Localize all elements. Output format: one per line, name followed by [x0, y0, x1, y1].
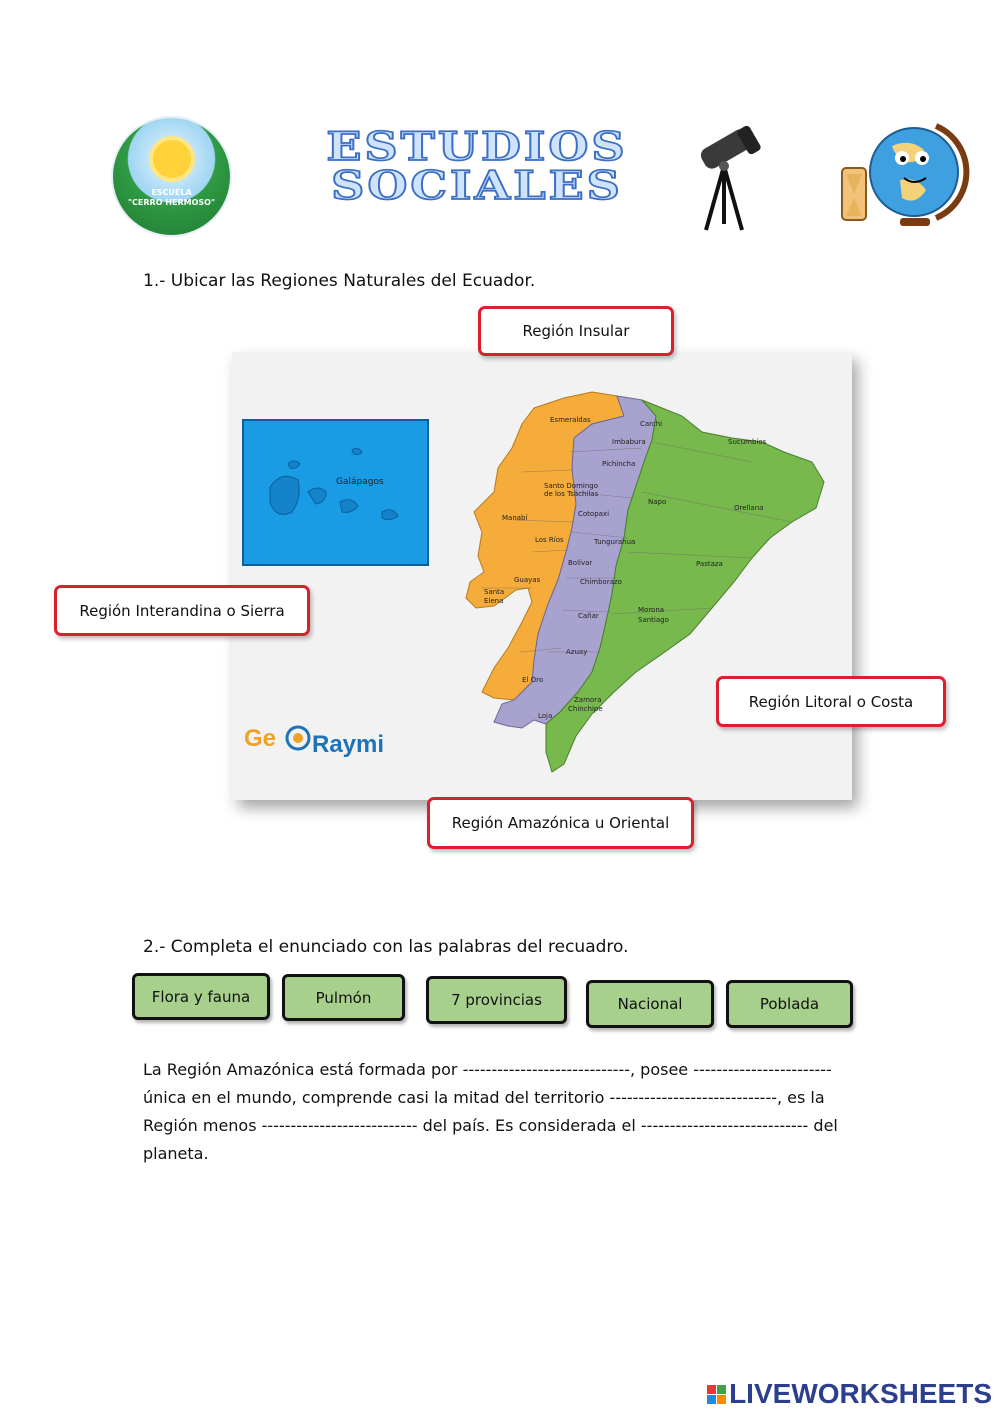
label-santa-elena-1: Santa — [484, 588, 505, 596]
label-esmeraldas: Esmeraldas — [550, 416, 591, 424]
label-pastaza: Pastaza — [696, 560, 723, 568]
telescope-icon — [686, 124, 762, 234]
school-name: ESCUELA "CERRO HERMOSO" — [127, 188, 216, 207]
label-pichincha: Pichincha — [602, 460, 636, 468]
label-region-costa[interactable]: Región Litoral o Costa — [716, 676, 946, 727]
label-manabi: Manabí — [502, 514, 528, 522]
label-guayas: Guayas — [514, 576, 541, 584]
label-bolivar: Bolívar — [568, 559, 593, 567]
georaymi-part1: Ge — [244, 725, 277, 752]
label-santo-domingo-1: Santo Domingo — [544, 482, 599, 490]
label-santa-elena-2: Elena — [484, 597, 504, 605]
word-option-pulmon[interactable]: Pulmón — [282, 974, 405, 1021]
georaymi-logo — [244, 725, 384, 758]
label-el-oro: El Oro — [522, 676, 544, 684]
galapagos-label: Galápagos — [336, 477, 384, 487]
page-title: ESTUDIOS SOCIALES — [326, 123, 628, 209]
georaymi-part2: Raymi — [312, 731, 385, 758]
label-sucumbios: Sucumbíos — [728, 438, 767, 446]
word-option-7-provincias[interactable]: 7 provincias — [426, 976, 567, 1024]
label-orellana: Orellana — [734, 504, 764, 512]
word-option-nacional[interactable]: Nacional — [586, 980, 714, 1028]
label-imbabura: Imbabura — [612, 438, 646, 446]
label-morona-2: Santiago — [638, 616, 669, 624]
word-option-flora-fauna[interactable]: Flora y fauna — [132, 973, 270, 1020]
label-region-sierra[interactable]: Región Interandina o Sierra — [54, 585, 310, 636]
sun-icon — [153, 140, 191, 178]
liveworksheets-brand: LIVEWORKSHEETS — [707, 1378, 992, 1410]
label-azuay: Azuay — [566, 648, 588, 656]
label-morona-1: Morona — [638, 606, 665, 614]
ecuador-map — [232, 352, 852, 800]
label-canar: Cañar — [578, 612, 599, 620]
label-tungurahua: Tungurahua — [594, 538, 636, 546]
school-logo — [113, 118, 230, 235]
question-1: 1.- Ubicar las Regiones Naturales del Ecuador. — [143, 271, 536, 291]
label-cotopaxi: Cotopaxi — [578, 510, 610, 518]
label-chimborazo: Chimborazo — [580, 578, 622, 586]
label-los-rios: Los Ríos — [535, 536, 564, 544]
label-carchi: Carchi — [640, 420, 663, 428]
liveworksheets-logo-icon — [707, 1385, 726, 1404]
label-zamora-2: Chinchipe — [568, 705, 603, 713]
globe-icon — [840, 118, 972, 230]
label-region-insular[interactable]: Región Insular — [478, 306, 674, 356]
label-zamora-1: Zamora — [574, 696, 602, 704]
word-option-poblada[interactable]: Poblada — [726, 980, 853, 1028]
label-napo: Napo — [648, 498, 667, 506]
fill-in-paragraph: La Región Amazónica está formada por -----------------------------, posee ------------------------ única en el mundo, comprende casi la mitad del territorio -----------------------------, es la Región menos --------------------------- del país. Es considerada el ----------------------------- del planeta. — [143, 1060, 838, 1163]
label-santo-domingo-2: de los Tsáchilas — [544, 490, 599, 498]
question-2: 2.- Completa el enunciado con las palabras del recuadro. — [143, 937, 629, 957]
label-loja: Loja — [538, 712, 553, 720]
label-region-amazonica[interactable]: Región Amazónica u Oriental — [427, 797, 694, 849]
